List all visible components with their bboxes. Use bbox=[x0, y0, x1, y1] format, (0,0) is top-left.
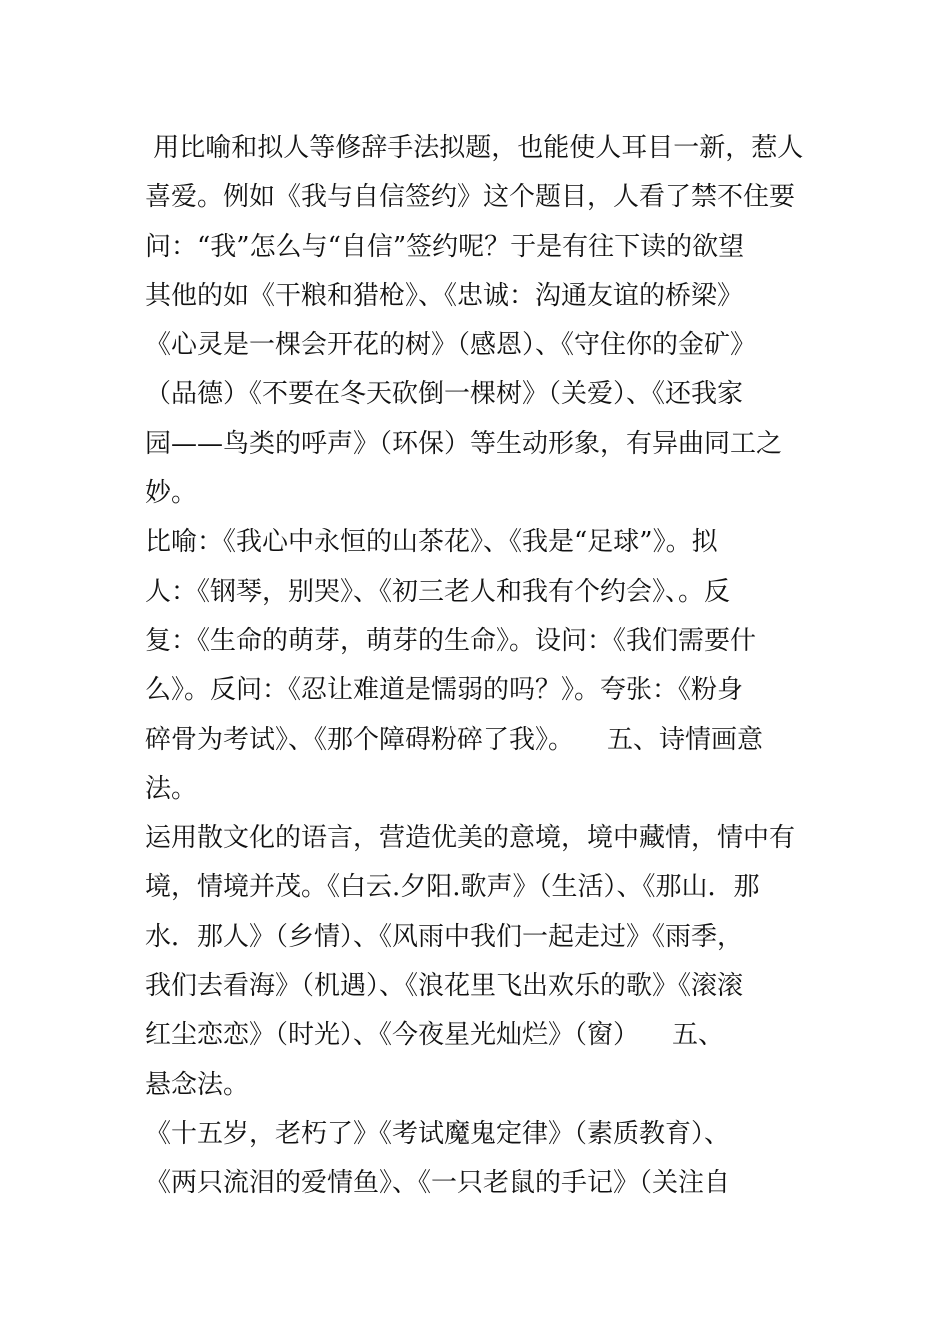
text-line: 悬念法。 bbox=[145, 1069, 250, 1100]
text-line: 运用散文化的语言，营造优美的意境，境中藏情，情中有 bbox=[145, 823, 796, 854]
text-line: 红尘恋恋》（时光）、《今夜星光灿烂》（窗） 五、 bbox=[145, 1020, 725, 1051]
document-body bbox=[145, 124, 815, 1209]
text-line: 问：“我”怎么与“自信”签约呢？于是有往下读的欲望 bbox=[145, 231, 745, 262]
text-line: 园——鸟类的呼声》（环保）等生动形象，有异曲同工之 bbox=[145, 428, 783, 459]
text-line: （品德）《不要在冬天砍倒一棵树》（关爱）、《还我家 bbox=[145, 379, 744, 410]
text-line: 比喻：《我心中永恒的山茶花》、《我是“足球”》。拟 bbox=[145, 527, 718, 558]
text-line: 水．那人》（乡情）、《风雨中我们一起走过》《雨季， bbox=[145, 921, 744, 952]
text-line: 《心灵是一棵会开花的树》（感恩）、《守住你的金矿》 bbox=[145, 330, 757, 361]
text-line: 碎骨为考试》、《那个障碍粉碎了我》。 五、诗情画意 bbox=[145, 724, 764, 755]
text-line: 其他的如《干粮和猎枪》、《忠诚：沟通友谊的桥梁》 bbox=[145, 280, 744, 311]
text-line: 妙。 bbox=[145, 478, 198, 509]
text-line: 法。 bbox=[145, 773, 198, 804]
text-line: 境，情境并茂。《白云.夕阳.歌声》（生活）、《那山．那 bbox=[145, 872, 760, 903]
text-line: 我们去看海》（机遇）、《浪花里飞出欢乐的歌》《滚滚 bbox=[145, 971, 744, 1002]
text-line: 喜爱。例如《我与自信签约》这个题目，人看了禁不住要 bbox=[145, 182, 796, 213]
text-line: 复：《生命的萌芽，萌芽的生命》。设问：《我们需要什 bbox=[145, 625, 757, 656]
text-line: 用比喻和拟人等修辞手法拟题，也能使人耳目一新，惹人 bbox=[145, 133, 804, 163]
text-line: 《两只流泪的爱情鱼》、《一只老鼠的手记》（关注自 bbox=[145, 1168, 731, 1199]
text-line: 人：《钢琴，别哭》、《初三老人和我有个约会》、。反 bbox=[145, 576, 731, 607]
text-line: 么》。反问：《忍让难道是懦弱的吗？》。夸张：《粉身 bbox=[145, 675, 744, 706]
text-line: 《十五岁，老朽了》《考试魔鬼定律》（素质教育）、 bbox=[145, 1118, 731, 1149]
